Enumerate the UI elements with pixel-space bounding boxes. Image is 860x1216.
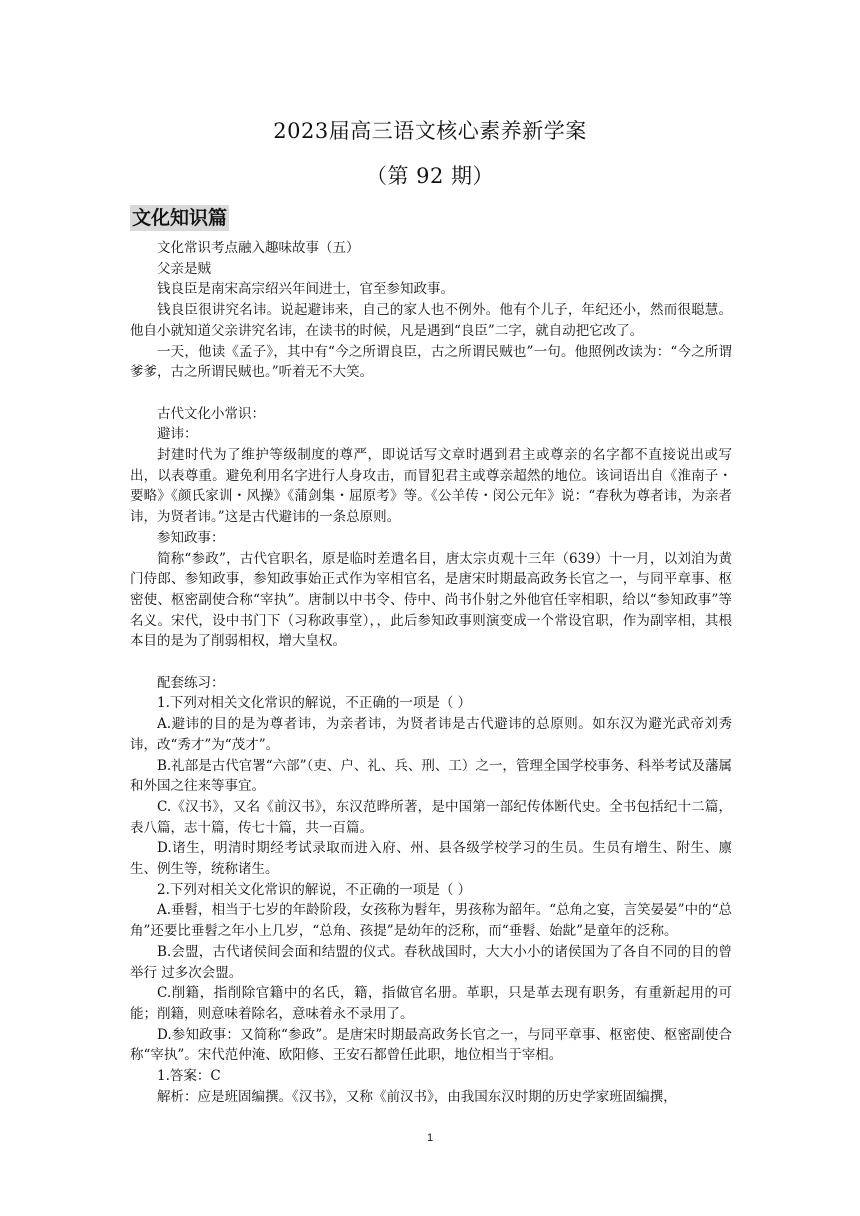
section-heading: 文化知识篇 <box>132 207 228 229</box>
document-body <box>130 238 732 1108</box>
document-title: 2023届高三语文核心素养新学案 <box>273 119 587 143</box>
paragraph: 文化常识考点融入趣味故事（五） <box>157 240 360 256</box>
paragraph: 简称“参政”，古代官职名，原是临时差遣名目，唐太宗贞观十三年（639）十一月，以刘洎为黄门侍郎、参知政事，参知政事始正式作为宰相官名，是唐宋时期最高政务长官之一，与同平章事、枢密使、枢密副使合称“宰执”。唐制以中书令、侍中、尚书仆射之外他官任宰相职，给以“参知政事”等名义。宋代，设中书门下（习称政事堂），，此后参知政事则演变成一个常设官职，作为副宰相，其根本目的是为了削弱相权，增大皇权。 <box>130 550 732 650</box>
paragraph: 1.下列对相关文化常识的解说，不正确的一项是（ ） <box>157 695 472 712</box>
paragraph: 1.答案：C <box>157 1068 221 1085</box>
paragraph: 配套练习： <box>157 674 225 691</box>
page-number: 1 <box>426 1132 434 1144</box>
paragraph: A.避讳的目的是为尊者讳，为亲者讳，为贤者讳是古代避讳的总原则。如东汉为避光武帝刘秀讳，改“秀才”为“茂才”。 <box>130 716 732 753</box>
paragraph: 避讳： <box>157 426 198 443</box>
paragraph: D.诸生，明清时期经考试录取而进入府、州、县各级学校学习的生员。生员有增生、附生、廪生、例生等，统称诸生。 <box>130 840 732 878</box>
blank-line <box>130 383 732 404</box>
paragraph: 参知政事： <box>157 529 225 546</box>
paragraph: B.礼部是古代官署“六部”（吏、户、礼、兵、刑、工）之一，管理全国学校事务、科举考试及藩属和外国之往来等事宜。 <box>130 757 732 795</box>
issue-number: （第 92 期） <box>365 164 495 188</box>
paragraph: 封建时代为了维护等级制度的尊严，即说话写文章时遇到君主或尊亲的名字都不直接说出或写出，以表尊重。避免利用名字进行人身攻击，而冒犯君主或尊亲超然的地位。该词语出自《淮南子・要略》《颜氏家训・风操》《蒲剑集・屈原考》等。《公羊传・闵公元年》说：“春秋为尊者讳，为亲者讳，为贤者讳。”这是古代避讳的一条总原则。 <box>130 447 732 526</box>
paragraph: B.会盟，古代诸侯间会面和结盟的仪式。春秋战国时，大大小小的诸侯国为了各自不同的目的曾举行 过多次会盟。 <box>130 943 732 981</box>
paragraph: 2.下列对相关文化常识的解说，不正确的一项是（ ） <box>157 881 472 898</box>
paragraph: 钱良臣是南宋高宗绍兴年间进士，官至参知政事。 <box>157 281 454 298</box>
paragraph: 一天，他读《孟子》，其中有“今之所谓良臣，古之所谓民贼也”一句。他照例改读为：“今之所谓爹爹，古之所谓民贼也。”听着无不大笑。 <box>130 343 732 381</box>
paragraph: A.垂髫，相当于七岁的年龄阶段，女孩称为髫年，男孩称为韶年。“总角之宴，言笑晏晏”中的“总角”还要比垂髫之年小上几岁，“总角、孩提”是幼年的泛称，而“垂髫、始龀”是童年的泛称。 <box>130 902 732 940</box>
paragraph: D.参知政事：又简称“参政”。是唐宋时期最高政务长官之一，与同平章事、枢密使、枢密副使合称“宰执”。宋代范仲淹、欧阳修、王安石都曾任此职，地位相当于宰相。 <box>130 1026 732 1064</box>
paragraph: C.《汉书》，又名《前汉书》，东汉范晔所著，是中国第一部纪传体断代史。全书包括纪十二篇，表八篇，志十篇，传七十篇，共一百篇。 <box>130 798 732 836</box>
blank-line <box>130 652 732 673</box>
paragraph: 解析：应是班固编撰。《汉书》，又称《前汉书》，由我国东汉时期的历史学家班固编撰， <box>157 1088 677 1105</box>
paragraph: 父亲是贼 <box>157 260 211 277</box>
paragraph: 钱良臣很讲究名讳。说起避讳来，自己的家人也不例外。他有个儿子，年纪还小，然而很聪慧。他自小就知道父亲讲究名讳，在读书的时候，凡是遇到“良臣”二字，就自动把它改了。 <box>130 302 732 339</box>
paragraph: 古代文化小常识： <box>157 405 265 422</box>
paragraph: C.削籍，指削除官籍中的名氏，籍，指做官名册。革职，只是革去现有职务，有重新起用的可能；削籍，则意味着除名，意味着永不录用了。 <box>130 985 732 1022</box>
